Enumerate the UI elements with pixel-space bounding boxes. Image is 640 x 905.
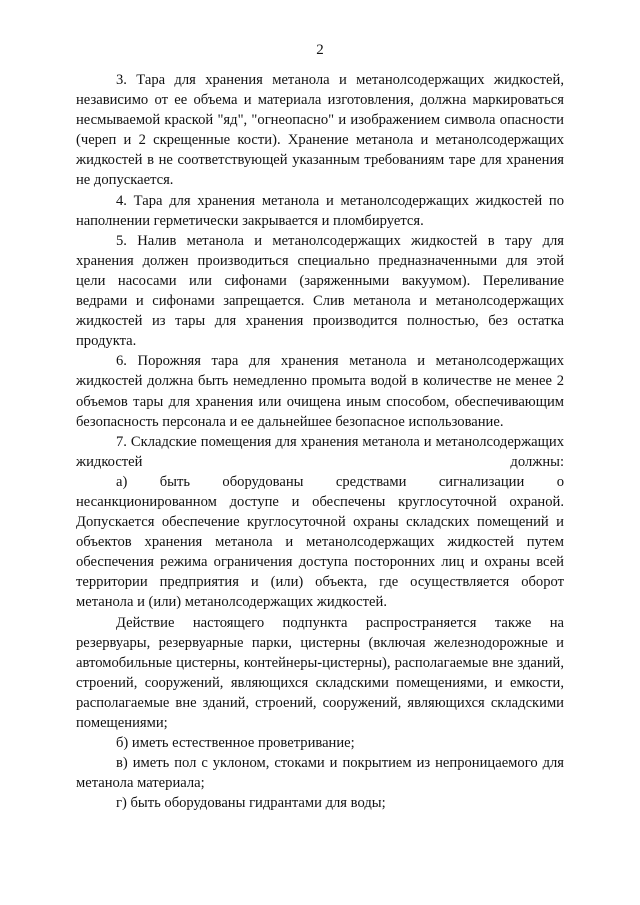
paragraph-subitem-b: б) иметь естественное проветривание; — [116, 735, 355, 752]
paragraph-subitem-a-scope: Действие настоящего подпункта распространяется также на резервуары, резервуарные парки, цистерны (включая железнодорожные и автомобильные цистерны, контейнеры-цистерны), располагаемые вне зданий, строений, сооружений, являющихся складскими помещениями, и емкости, располагаемые вне зданий, строений, сооружений, являющихся складскими помещениями; — [76, 614, 564, 731]
paragraph-item-4: 4. Тара для хранения метанола и метанолсодержащих жидкостей по наполнении герметически закрывается и пломбируется. — [76, 192, 564, 229]
paragraph-item-3: 3. Тара для хранения метанола и метанолсодержащих жидкостей, независимо от ее объема и материала изготовления, должна маркироваться несмываемой краской "яд", "огнеопасно" и изображением символа опасности (череп и 2 скрещенные кости). Хранение метанола и метанолсодержащих жидкостей в не соответствующей указанным требованиям таре для хранения не допускается. — [76, 72, 564, 189]
paragraph-item-7: 7. Складские помещения для хранения метанола и метанолсодержащих жидкостей должны: — [76, 433, 564, 470]
paragraph-subitem-g: г) быть оборудованы гидрантами для воды; — [116, 795, 386, 812]
paragraph-item-5: 5. Налив метанола и метанолсодержащих жидкостей в тару для хранения должен производиться специально предназначенными для этой цели насосами или сифонами (заряженными вакуумом). Переливание ведрами и сифонами запрещается. Слив метанола и метанолсодержащих жидкостей из тары для хранения производится полностью, без остатка продукта. — [76, 232, 564, 350]
page-number: 2 — [316, 42, 324, 58]
paragraph-item-6: 6. Порожняя тара для хранения метанола и метанолсодержащих жидкостей должна быть немедленно промыта водой в количестве не менее 2 объемов тары для хранения или очищена иным способом, обеспечивающим безопасность персонала и ее дальнейшее безопасное использование. — [76, 353, 564, 430]
paragraph-subitem-v: в) иметь пол с уклоном, стоками и покрытием из непроницаемого для метанола материала; — [76, 755, 564, 792]
document-body — [76, 70, 564, 813]
paragraph-subitem-a: а) быть оборудованы средствами сигнализации о несанкционированном доступе и обеспечены круглосуточной охраной. Допускается обеспечение круглосуточной охраны складских помещений и объектов хранения метанола и метанолсодержащих жидкостей путем обеспечения режима ограничения доступа посторонних лиц и охраны всей территории предприятия и (или) объекта, где осуществляется оборот метанола и (или) метанолсодержащих жидкостей. — [76, 473, 564, 611]
